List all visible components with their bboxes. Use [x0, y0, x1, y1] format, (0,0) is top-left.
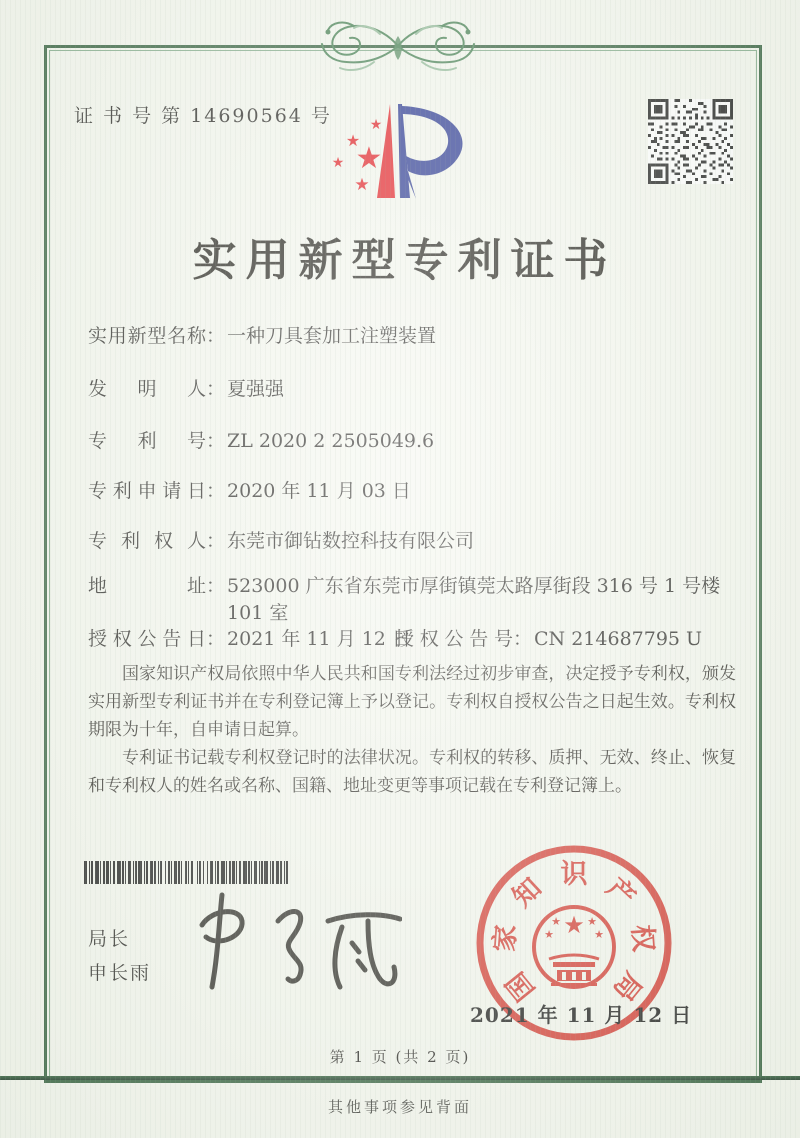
field-label: 专利申请日: [88, 480, 206, 502]
field-value: 2020 年 11 月 03 日: [227, 480, 411, 502]
field-value: 一种刀具套加工注塑装置: [227, 325, 437, 347]
field-label: 授权公告日: [88, 628, 206, 650]
svg-text:★: ★: [345, 131, 361, 150]
seal-ring-char: 权: [625, 923, 659, 953]
field-row-grant: [88, 626, 702, 653]
director-block: [88, 922, 151, 990]
field-row-filing-date: [88, 478, 411, 505]
qr-code: [648, 99, 733, 184]
seal-ring-char: 局: [606, 965, 648, 1007]
barcode: [84, 861, 291, 884]
field-value: ZL 2020 2 2505049.6: [227, 430, 435, 452]
field-row-inventor: [88, 376, 284, 403]
field-value: 东莞市御钻数控科技有限公司: [227, 530, 475, 552]
field-label: 专利号: [88, 430, 206, 452]
field-row-patent-number: [88, 428, 434, 455]
field-value: 523000 广东省东莞市厚街镇莞太路厚街段 316 号 1 号楼 101 室: [227, 575, 721, 624]
seal-ring-char: 产: [600, 872, 642, 914]
svg-text:★: ★: [587, 915, 597, 928]
certificate-number: 证 书 号 第 14690564 号: [74, 105, 332, 127]
seal-ring-char: 家: [489, 923, 523, 953]
seal-ring-char: 识: [560, 859, 588, 890]
svg-text:★: ★: [355, 141, 383, 176]
field-label: 授权公告号: [395, 628, 513, 650]
field-label: 专利权人: [88, 530, 206, 552]
svg-text:★: ★: [369, 117, 383, 133]
label-colon: ：: [206, 325, 226, 347]
field-label: 地址: [88, 575, 206, 597]
seal-ring-char: 国: [500, 965, 542, 1007]
page-info: 第 1 页 (共 2 页): [329, 1048, 471, 1066]
label-colon: ：: [513, 628, 533, 650]
field-value: CN 214687795 U: [534, 628, 703, 650]
field-label: 实用新型名称: [88, 325, 206, 347]
svg-text:★: ★: [354, 175, 370, 195]
label-colon: ：: [206, 378, 226, 400]
field-row-address: [88, 573, 732, 627]
svg-text:★: ★: [551, 915, 561, 928]
svg-text:★: ★: [563, 911, 585, 939]
field-value: 2021 年 11 月 12 日: [227, 628, 411, 650]
svg-text:★: ★: [594, 928, 604, 941]
back-note: 其他事项参见背面: [327, 1098, 472, 1116]
legal-paragraph: 专利证书记载专利权登记时的法律状况。专利权的转移、质押、无效、终止、恢复和专利权人的姓名或名称、国籍、地址变更等事项记载在专利登记簿上。: [88, 748, 736, 796]
label-colon: ：: [206, 430, 226, 452]
cnipa-logo-icon: [320, 96, 478, 204]
legal-paragraph: 国家知识产权局依照中华人民共和国专利法经过初步审查，决定授予专利权，颁发实用新型专利证书并在专利登记簿上予以登记。专利权自授权公告之日起生效。专利权期限为十年，自申请日起算。: [88, 664, 736, 740]
label-colon: ：: [206, 480, 226, 502]
bottom-edge-line: [0, 1076, 800, 1080]
field-row-patentee: [88, 528, 474, 555]
director-signature-icon: [192, 890, 402, 992]
director-title: 局长: [88, 928, 131, 950]
national-emblem-icon: [534, 907, 614, 987]
label-colon: ：: [206, 575, 226, 597]
legal-text-block: [88, 660, 736, 800]
label-colon: ：: [206, 628, 226, 650]
grant-number-group: [395, 626, 702, 653]
field-label: 发明人: [88, 378, 206, 400]
page-title: 实用新型专利证书: [192, 235, 617, 286]
grant-date-group: [88, 626, 411, 653]
director-name: 申长雨: [88, 962, 152, 984]
field-row-name: [88, 323, 436, 350]
seal-ring-char: 知: [506, 872, 548, 914]
label-colon: ：: [206, 530, 226, 552]
border-ornament-icon: [284, 12, 512, 78]
svg-text:★: ★: [331, 155, 345, 171]
field-value: 夏强强: [227, 378, 285, 400]
svg-text:★: ★: [544, 928, 554, 941]
seal-date: 2021 年 11 月 12 日: [470, 1003, 693, 1027]
